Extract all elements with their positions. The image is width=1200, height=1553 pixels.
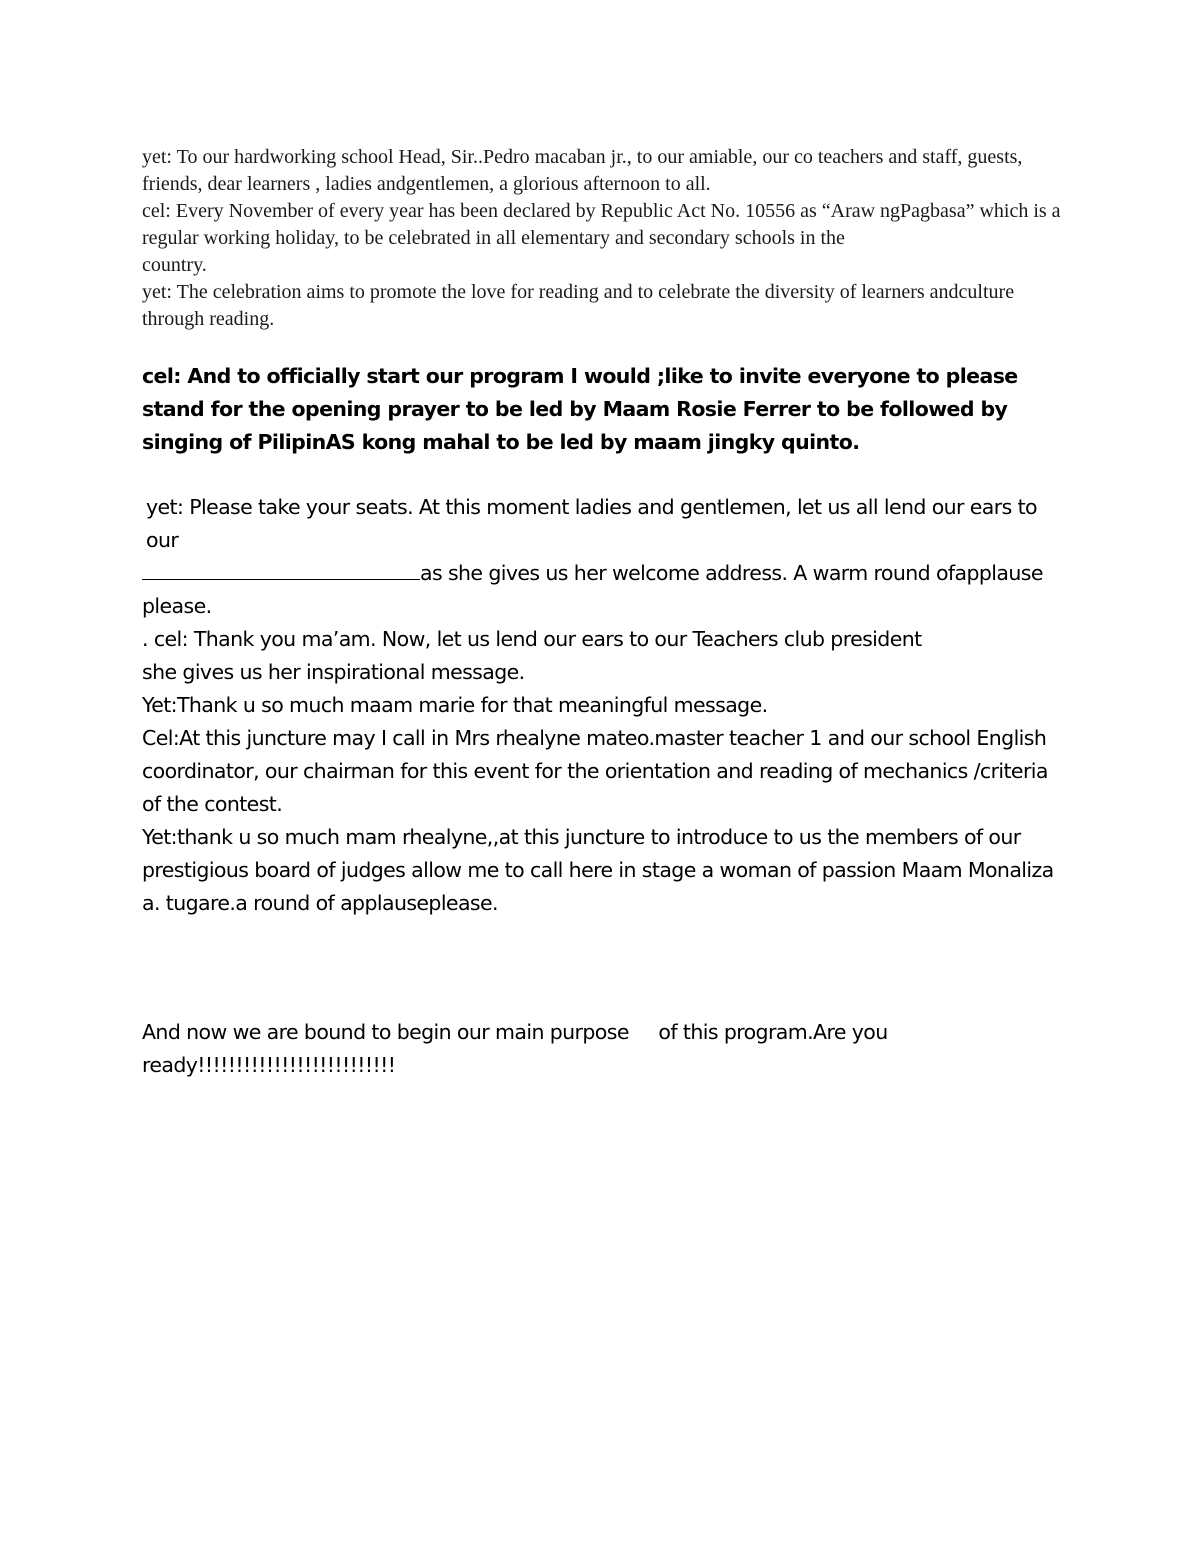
intro-paragraph-greeting: yet: To our hardworking school Head, Sir..Pedro macaban jr., to our amiable, our co teachers and staff, guests, friends, dear learners , ladies andgentlemen, a glorious afternoon to all. (142, 146, 1023, 195)
opening-paragraph: cel: And to officially start our program I would ;like to invite everyone to please stand for the opening prayer to be led by Maam Rosie Ferrer to be followed by singing of PilipinAS kong mahal to be led by maam jingky quinto. (142, 364, 1018, 454)
program-script-section (142, 491, 1072, 920)
english-coordinator-paragraph: Cel:At this juncture may I call in Mrs rhealyne mateo.master teacher 1 and our school English coordinator, our chairman for this event for the orientation and reading of mechanics /criteria of the contest. (142, 726, 1048, 816)
welcome-address-text: as she gives us her welcome address. A warm round ofapplause please. (142, 561, 1043, 618)
serif-intro-section (142, 144, 1072, 333)
intro-paragraph-celebration-aims: yet: The celebration aims to promote the love for reading and to celebrate the diversity of learners andculture through reading. (142, 281, 1015, 330)
teachers-club-line: . cel: Thank you ma’am. Now, let us lend our ears to our Teachers club president (142, 627, 922, 651)
name-blank-underline (142, 559, 420, 580)
main-purpose-paragraph: And now we are bound to begin our main purpose of this program.Are you ready!!!!!!!!!!!!!!!!!!!!!!!!!! (142, 1020, 894, 1077)
board-of-judges-paragraph: Yet:thank u so much mam rhealyne,,at this juncture to introduce to us the members of our prestigious board of judges allow me to call here in stage a woman of passion Maam Monaliza a. tugare.a round of applauseplease. (142, 825, 1054, 915)
take-seats-text: yet: Please take your seats. At this moment ladies and gentlemen, let us all lend our ears to our (146, 495, 1037, 552)
intro-paragraph-republic-act: cel: Every November of every year has been declared by Republic Act No. 10556 as “Araw ngPagbasa” which is a regular working holiday, to be celebrated in all elementary and secondary schools in the (142, 200, 1061, 249)
opening-prayer-section (142, 360, 1072, 459)
intro-paragraph-country: country. (142, 254, 207, 276)
thank-you-marie-line: Yet:Thank u so much maam marie for that meaningful message. (142, 693, 768, 717)
welcome-address-line (142, 557, 1072, 623)
take-seats-line (142, 491, 1072, 557)
closing-section (142, 1016, 1072, 1082)
inspirational-message-line: she gives us her inspirational message. (142, 660, 525, 684)
